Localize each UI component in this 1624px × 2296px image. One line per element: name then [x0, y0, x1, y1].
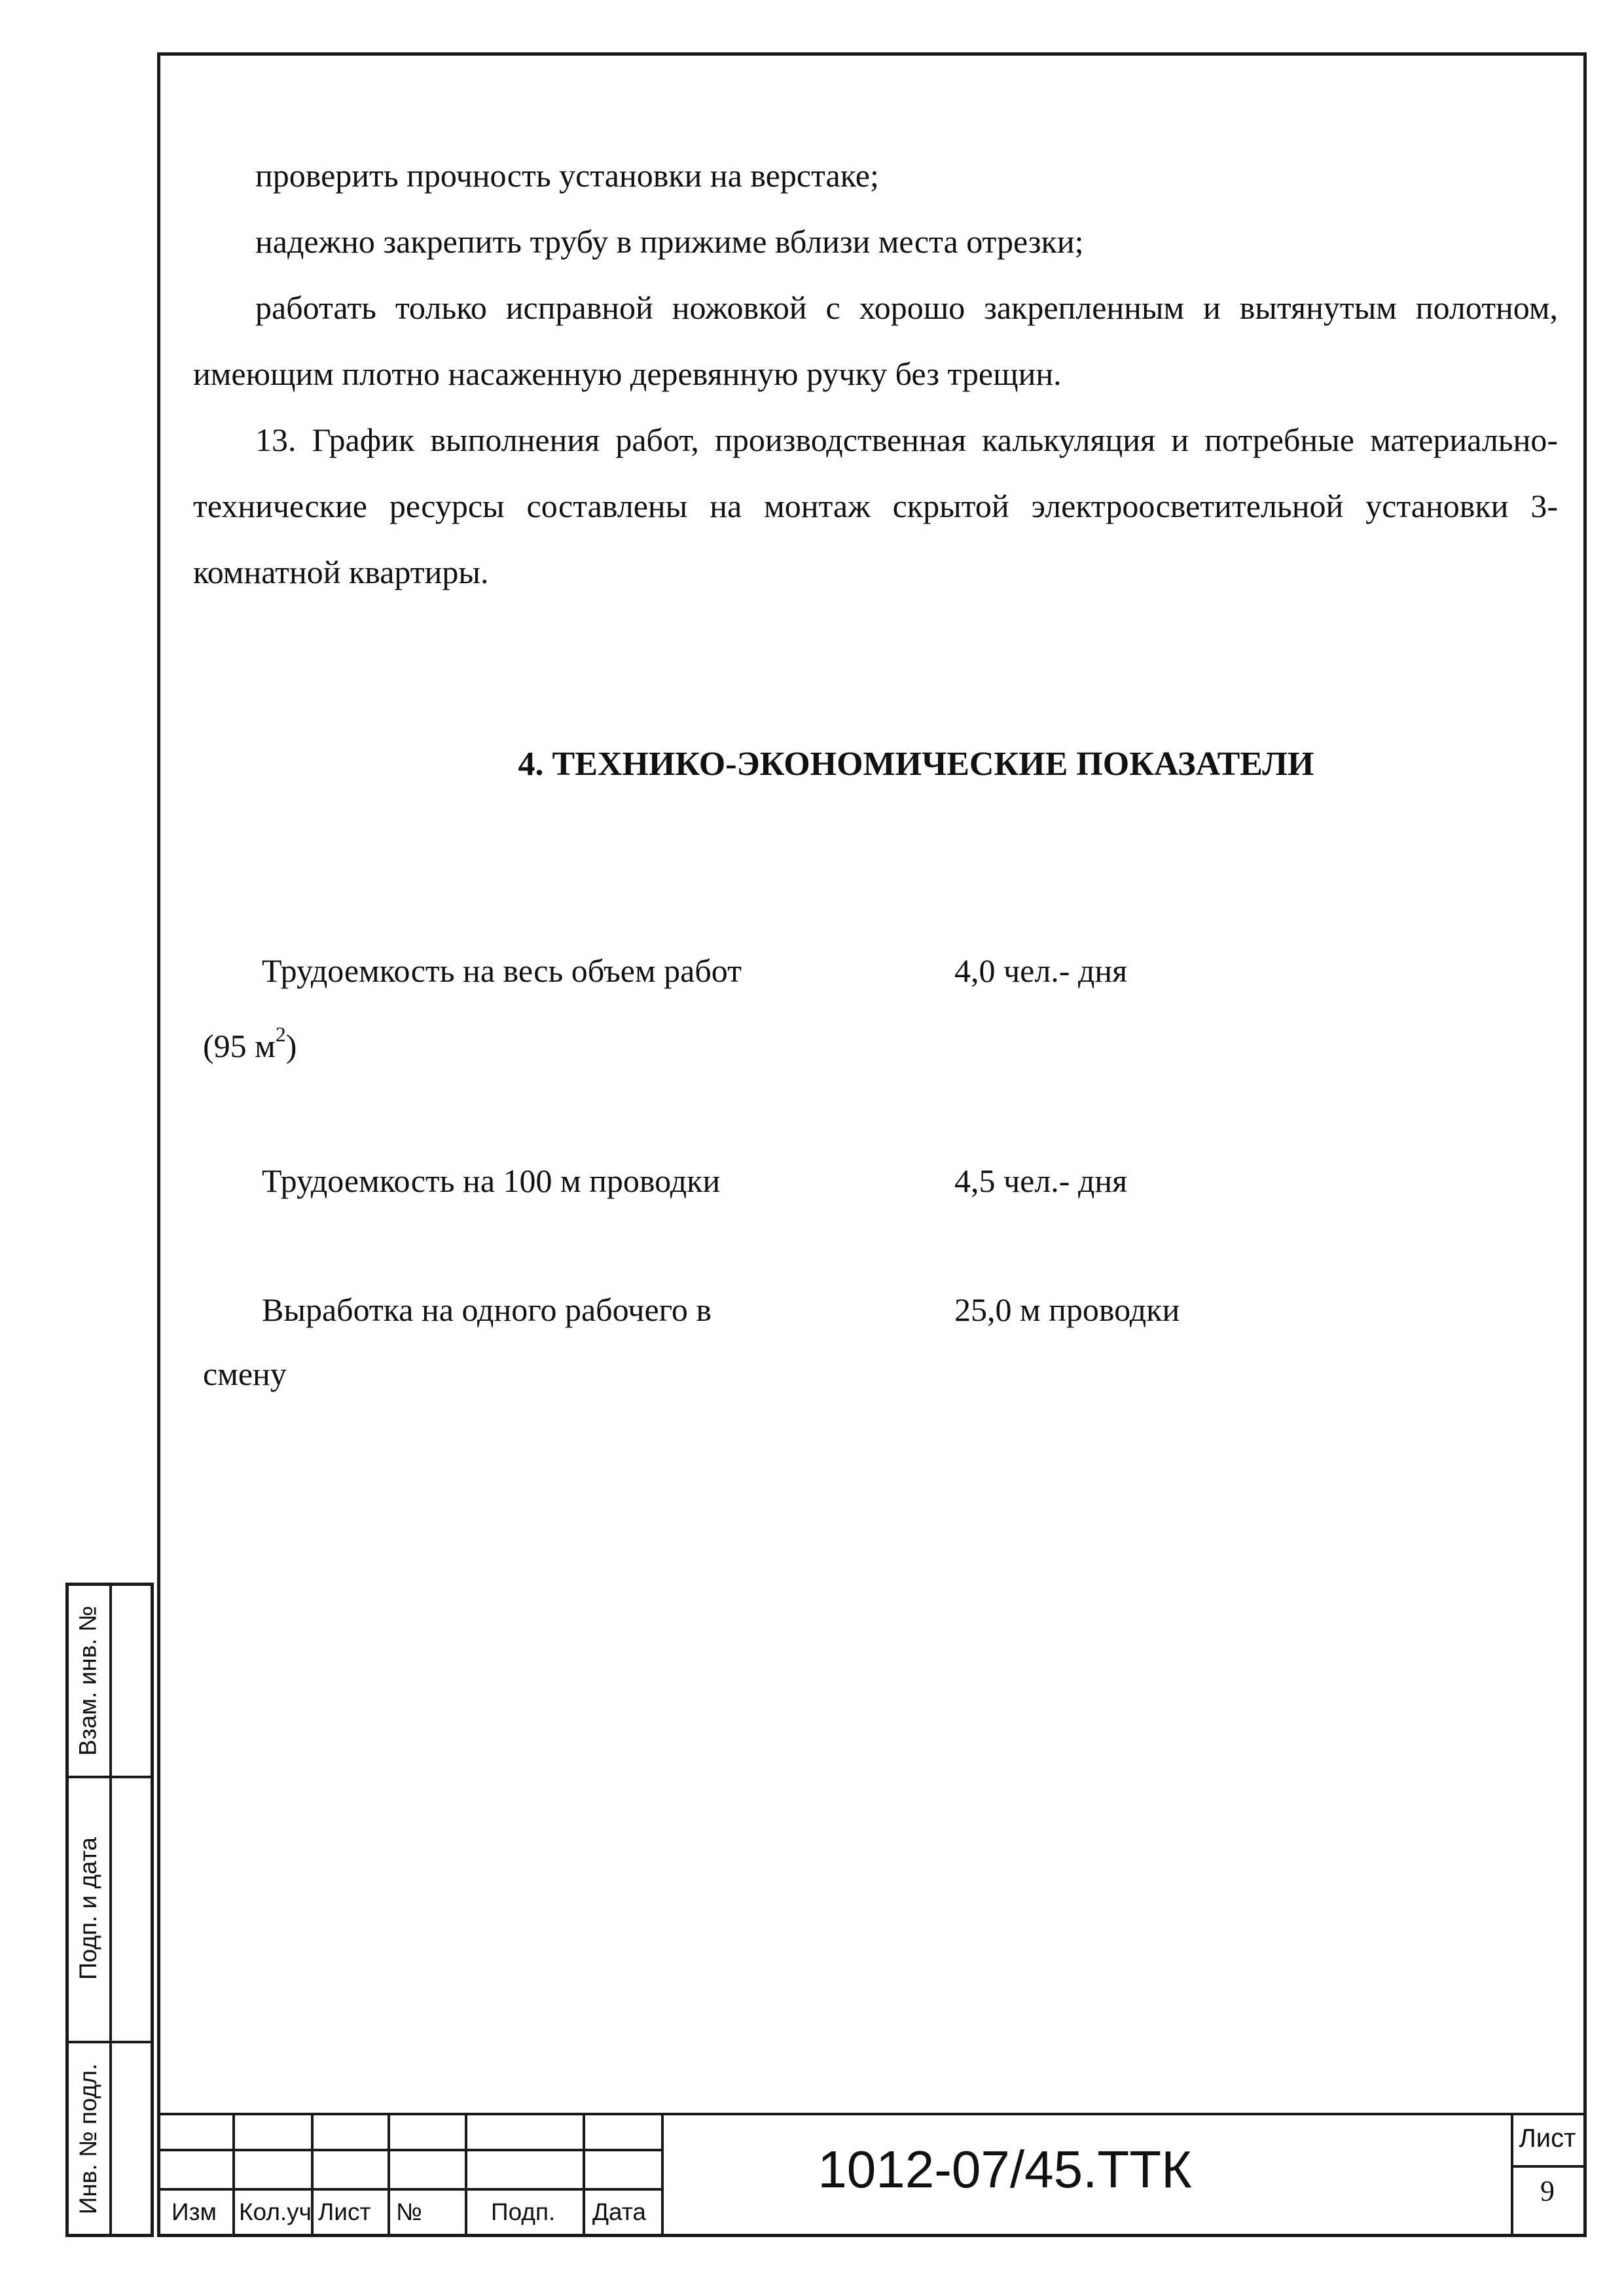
side-stamp	[65, 1583, 154, 2237]
paragraph: работать только исправной ножовкой с хорошо закрепленным и вытянутым полотном, имеющим плотно насаженную деревянную ручку без трещин.	[193, 289, 1558, 392]
stamp-divider	[109, 1586, 112, 2234]
document-code: 1012-07/45.ТТК	[818, 2140, 1192, 2198]
indicator-unit-end: )	[285, 1028, 297, 1064]
title-block-border	[388, 2113, 390, 2237]
indicator-label: Трудоемкость на 100 м проводки	[262, 1162, 721, 1199]
title-block-border	[157, 2113, 1587, 2115]
column-label-quantity: Кол.уч	[239, 2198, 312, 2225]
column-label-change: Изм	[171, 2198, 217, 2225]
superscript: 2	[275, 1022, 286, 1046]
indicator-value: 4,5 чел.- дня	[954, 1162, 1128, 1199]
indicator-value: 25,0 м проводки	[954, 1291, 1180, 1328]
stamp-label-replacement: Взам. инв. №	[75, 1605, 102, 1756]
title-block-border	[1511, 2165, 1587, 2168]
indicator-value: 4,0 чел.- дня	[954, 952, 1128, 989]
stamp-label-inventory: Инв. № подл.	[75, 2063, 102, 2215]
title-block-border	[232, 2113, 235, 2237]
title-block-border	[661, 2113, 664, 2237]
title-block-border	[583, 2113, 585, 2237]
column-label-signature: Подп.	[491, 2198, 556, 2225]
indicator-label: Выработка на одного рабочего в	[262, 1291, 712, 1328]
indicator-continuation-text: смену	[203, 1355, 287, 1392]
indicator-label: Трудоемкость на весь объем работ	[262, 952, 742, 989]
paragraph: проверить прочность установки на верстаке;	[255, 157, 879, 194]
sheet-number: 9	[1540, 2175, 1555, 2207]
paragraph: 13. График выполнения работ, производственная калькуляция и потребные материально-технические ресурсы составлены на монтаж скрытой электроосветительной установки 3-комнатной квартиры.	[193, 422, 1558, 590]
body-text	[193, 143, 1558, 605]
column-label-date: Дата	[592, 2198, 646, 2225]
indicator-unit: (95 м	[203, 1028, 276, 1064]
column-label-sheet: Лист	[318, 2198, 371, 2225]
column-label-number: №	[396, 2198, 422, 2225]
sheet-label: Лист	[1519, 2124, 1576, 2153]
title-block-border	[465, 2113, 467, 2237]
section-heading: 4. ТЕХНИКО-ЭКОНОМИЧЕСКИЕ ПОКАЗАТЕЛИ	[518, 745, 1314, 783]
stamp-label-signature-date: Подп. и дата	[75, 1837, 102, 1980]
paragraph: надежно закрепить трубу в прижиме вблизи места отрезки;	[255, 223, 1084, 260]
